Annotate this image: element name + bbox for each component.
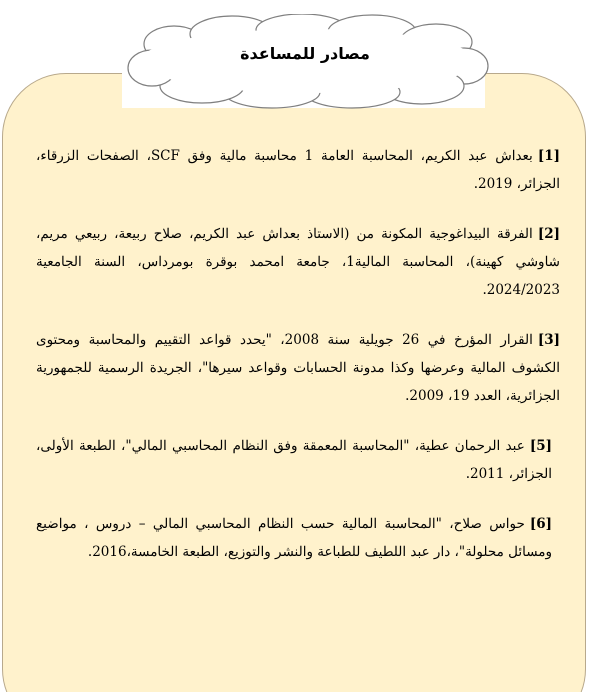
reference-text: حواس صلاح، "المحاسبة المالية حسب النظام المحاسبي المالي – دروس ، مواضيع ومسائل محلولة"، دار عبد اللطيف للطباعة والنشر والتوزيع، الطبعة الخامسة،2016. [36,516,552,560]
reference-number: [3] [537,332,561,348]
reference-number: [6] [529,516,552,532]
reference-item [36,432,560,488]
reference-number: [5] [529,438,552,454]
page-title: مصادر للمساعدة [240,44,370,63]
reference-item [36,220,560,304]
reference-text: الفرقة البيداغوجية المكونة من (الاستاذ بعداش عبد الكريم، صلاح ربيعة، ربيعي مريم، شاوشي كهينة)، المحاسبة المالية1، جامعة امحمد بوقرة بومرداس، السنة الجامعية 2024/2023. [36,226,560,298]
references-list [36,142,560,588]
reference-text: عبد الرحمان عطية، "المحاسبة المعمقة وفق النظام المحاسبي المالي"، الطبعة الأولى، الجزائر، 2011. [36,438,552,482]
reference-item [36,326,560,410]
reference-text: بعداش عبد الكريم، المحاسبة العامة 1 محاسبة مالية وفق SCF، الصفحات الزرقاء، الجزائر، 2019. [36,148,560,192]
reference-number: [2] [537,226,560,242]
reference-text: القرار المؤرخ في 26 جويلية سنة 2008، "يحدد قواعد التقييم والمحاسبة ومحتوى الكشوف المالية وعرضها وكذا مدونة الحسابات وقواعد سيرها"، الجريدة الرسمية للجمهورية الجزائرية، العدد 19، 2009. [36,332,560,404]
reference-number: [1] [537,148,560,164]
reference-item [36,142,560,198]
reference-item [36,510,560,566]
